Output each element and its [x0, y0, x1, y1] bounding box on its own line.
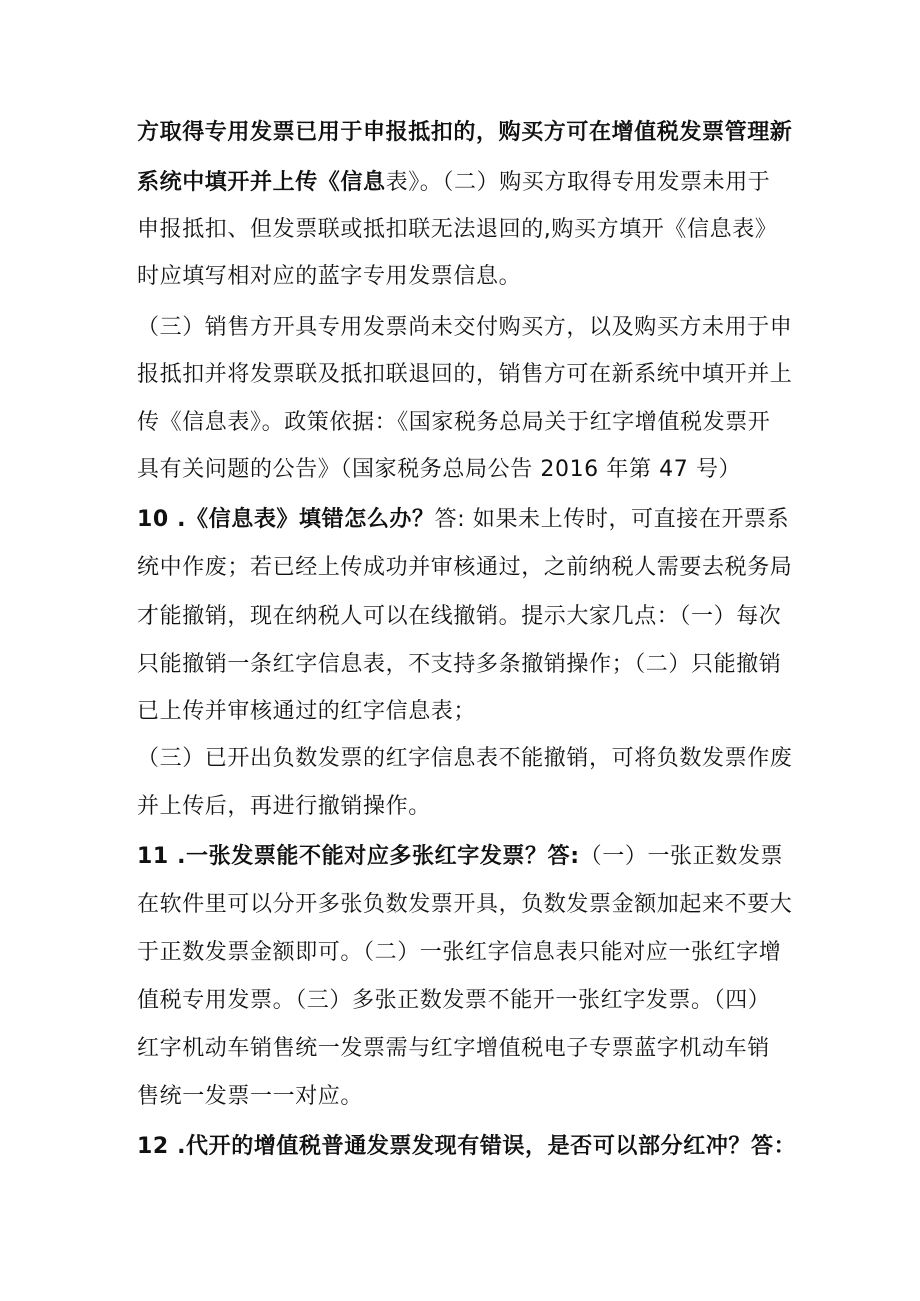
text-line	[137, 553, 827, 583]
normal-text: 在软件里可以分开多张负数发票开具，负数发票金额加起来不要大	[137, 892, 793, 917]
text-line	[137, 697, 827, 727]
normal-text: 具有关问题的公告》（国家税务总局公告 2016 年第 47 号）	[137, 457, 742, 482]
text-line	[137, 1034, 827, 1064]
normal-text: （三）已开出负数发票的红字信息表不能撤销，可将负数发票作废	[137, 746, 793, 771]
normal-text: 只能撤销一条红字信息表，不支持多条撤销操作；（二）只能撤销	[137, 652, 782, 677]
normal-text: 申报抵扣、但发票联或抵扣联无法退回的,购买方填开《信息表》	[137, 217, 778, 242]
text-line	[137, 360, 827, 390]
normal-text: 值税专用发票。（三）多张正数发票不能开一张红字发票。（四）	[137, 988, 771, 1013]
text-line	[137, 650, 827, 680]
question-title: 10 .《信息表》填错怎么办？	[137, 507, 435, 532]
text-line	[137, 938, 827, 968]
text-line	[137, 1082, 827, 1112]
text-line	[137, 215, 827, 245]
text-line	[137, 168, 827, 198]
text-line	[137, 455, 827, 485]
normal-text: 时应填写相对应的蓝字专用发票信息。	[137, 264, 522, 289]
normal-text: 传《信息表》。政策依据：《国家税务总局关于红字增值税发票开	[137, 410, 771, 435]
question-title: 12 .代开的增值税普通发票发现有错误，是否可以部分红冲？答：	[137, 1134, 797, 1159]
question-line	[137, 842, 827, 872]
text-line	[137, 890, 827, 920]
question-line	[137, 1132, 827, 1162]
normal-text: 表》。（二）购买方取得专用发票未用于	[385, 170, 771, 195]
normal-text: 售统一发票一一对应。	[137, 1084, 364, 1109]
text-line	[137, 792, 827, 822]
normal-text: 已上传并审核通过的红字信息表；	[137, 699, 477, 724]
question-line	[137, 505, 827, 535]
bold-text: 系统中填开并上传《信息	[137, 170, 386, 195]
normal-text: （三）销售方开具专用发票尚未交付购买方，以及购买方未用于申	[137, 315, 793, 340]
normal-text: 红字机动车销售统一发票需与红字增值税电子专票蓝字机动车销	[137, 1036, 770, 1061]
text-line	[137, 262, 827, 292]
normal-text: 才能撤销，现在纳税人可以在线撤销。提示大家几点：（一）每次	[137, 604, 782, 629]
text-line	[137, 986, 827, 1016]
normal-text: 并上传后，再进行撤销操作。	[137, 794, 431, 819]
bold-text: 方取得专用发票已用于申报抵扣的，购买方可在增值税发票管理新	[137, 120, 793, 145]
question-title: 11 .一张发票能不能对应多张红字发票？答:	[137, 844, 580, 869]
normal-text: 报抵扣并将发票联及抵扣联退回的，销售方可在新系统中填开并上	[137, 362, 793, 387]
answer-text: 答: 如果未上传时，可直接在开票系	[434, 507, 790, 532]
text-line	[137, 313, 827, 343]
answer-text: （一）一张正数发票	[579, 844, 784, 869]
text-line	[137, 118, 827, 148]
text-line	[137, 602, 827, 632]
normal-text: 统中作废；若已经上传成功并审核通过，之前纳税人需要去税务局	[137, 555, 793, 580]
text-line	[137, 744, 827, 774]
text-line	[137, 408, 827, 438]
normal-text: 于正数发票金额即可。（二）一张红字信息表只能对应一张红字增	[137, 940, 782, 965]
